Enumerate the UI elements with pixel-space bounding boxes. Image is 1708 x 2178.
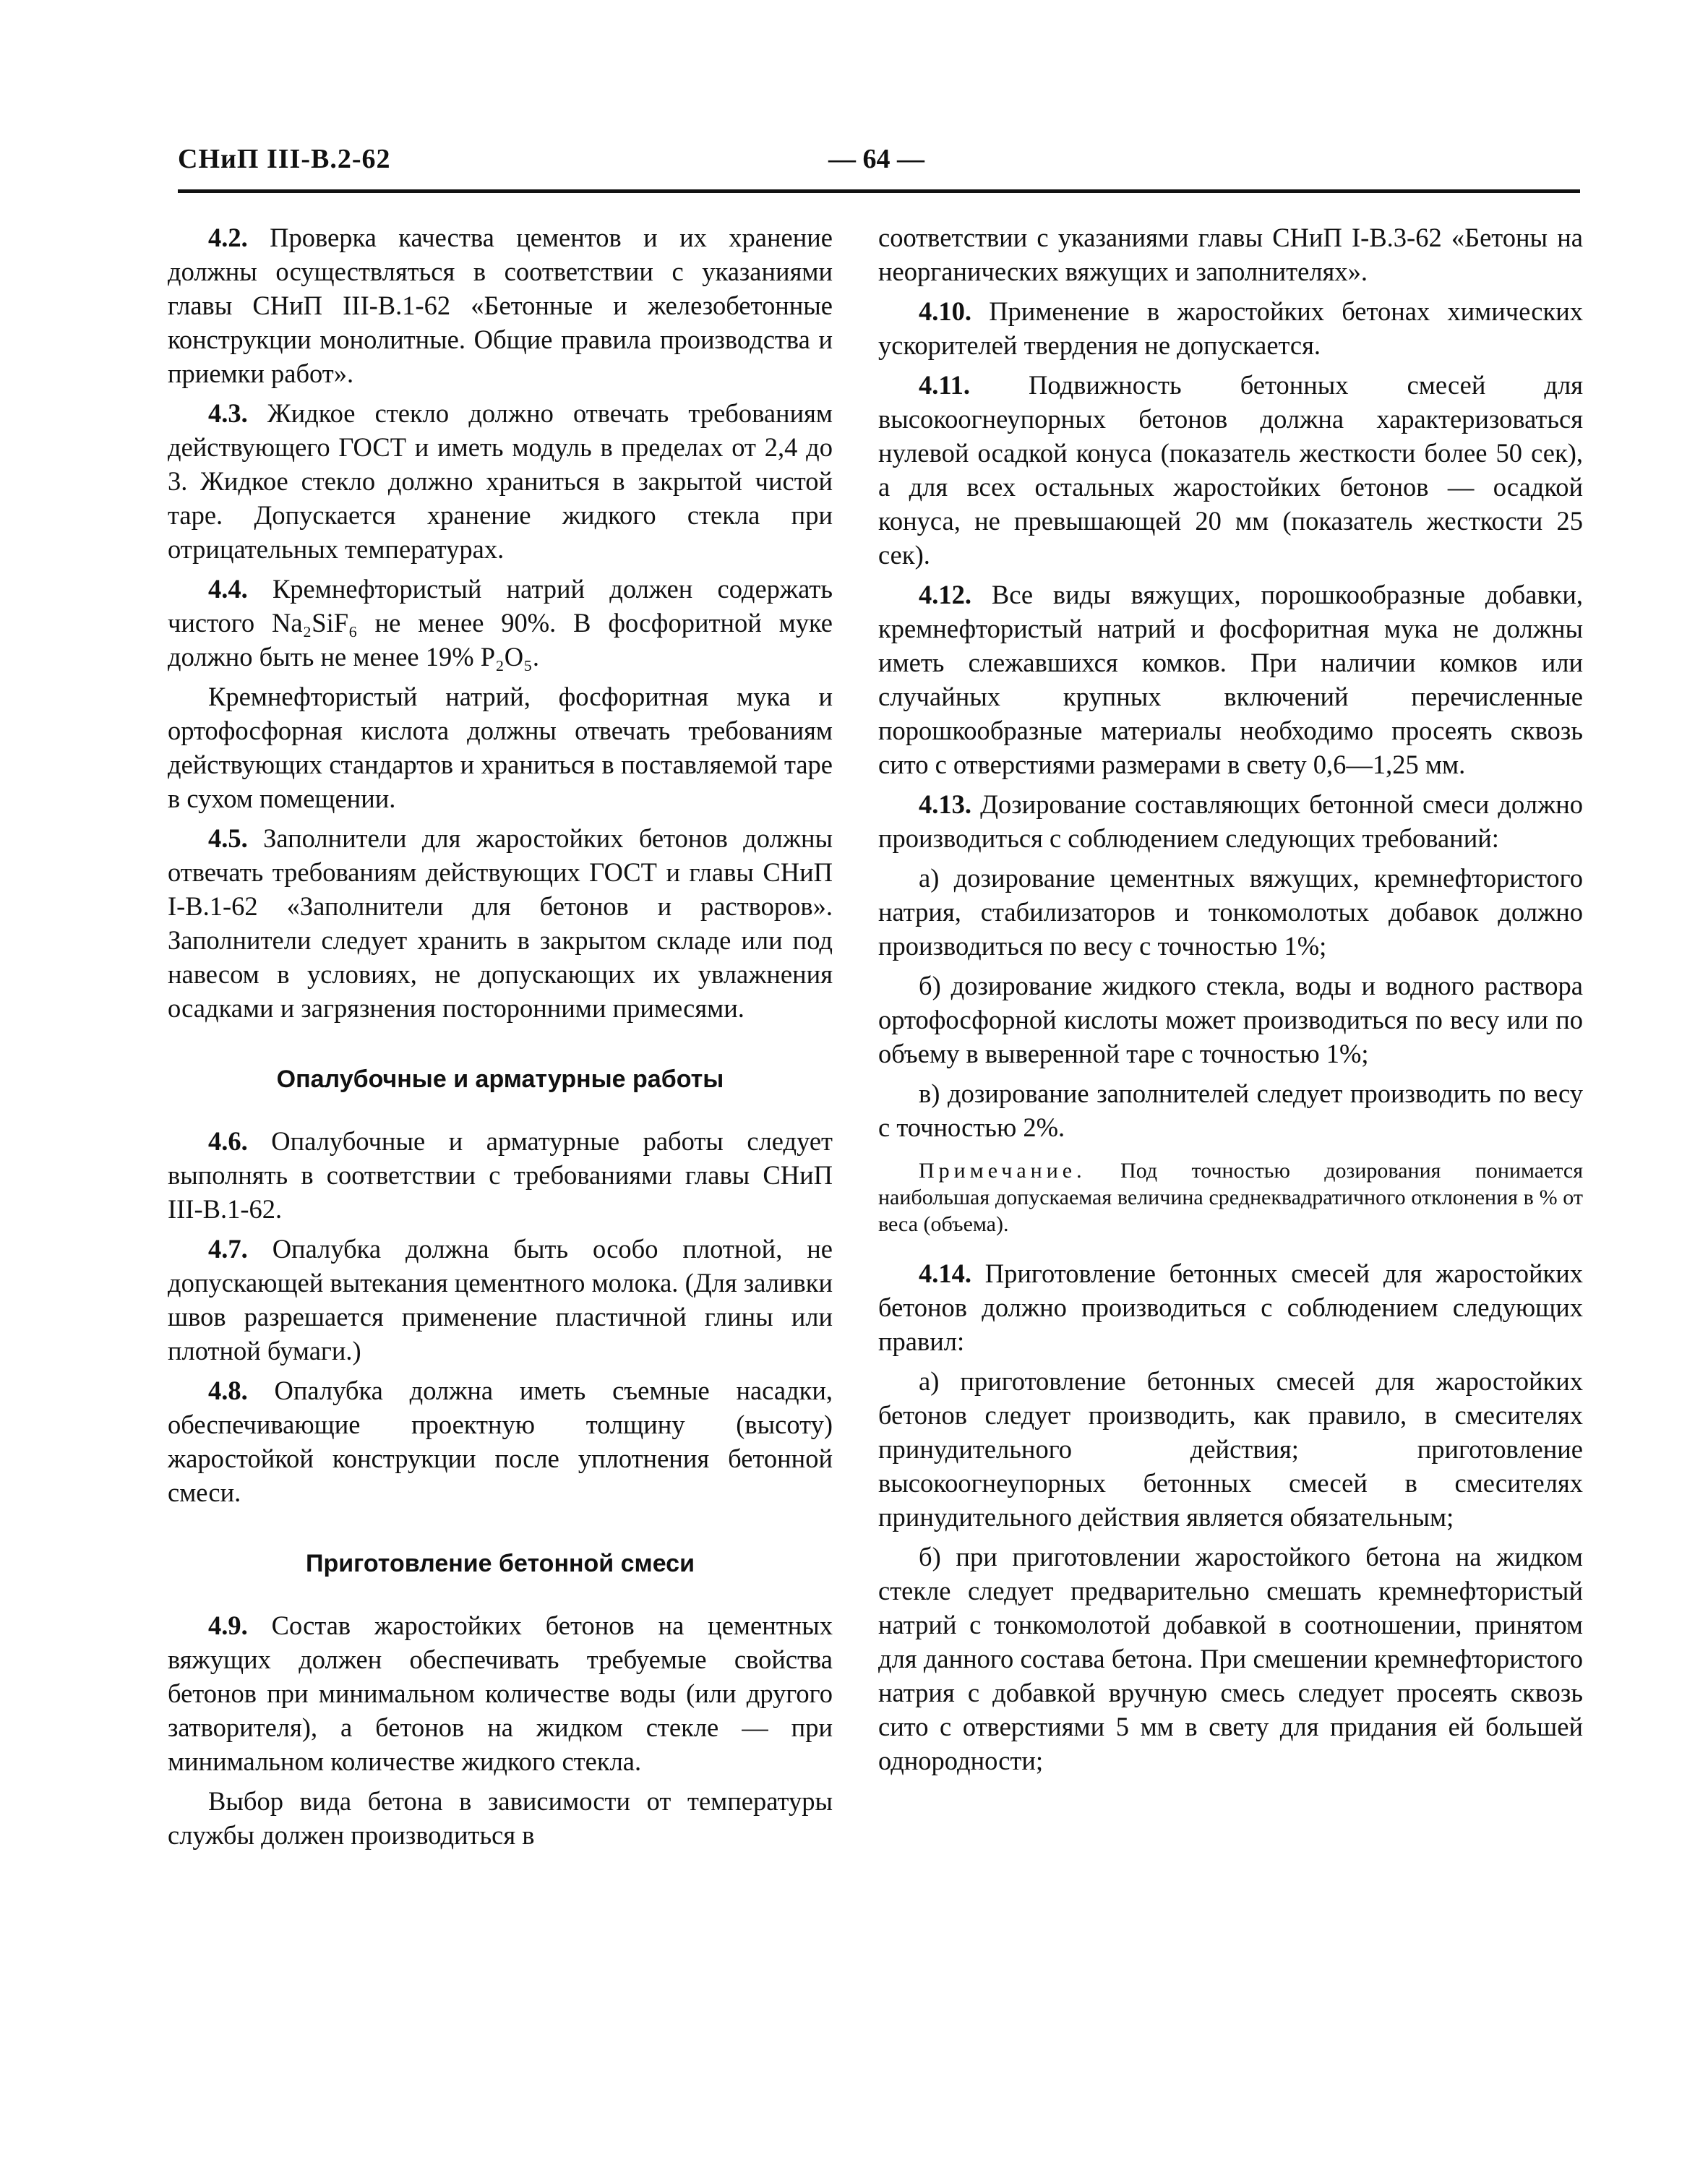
section-heading-formwork: Опалубочные и арматурные работы <box>276 1066 724 1093</box>
paragraph-4-3 <box>168 396 833 566</box>
clause-text: Все виды вяжущих, порошкообразные добавки, кремнефтористый натрий и фосфоритная мука не должны иметь слежавшихся комков. При наличии комков или случайных крупных включений перечисленные порошкообразные материалы необходимо просеять сквозь сито с отверстиями размерами в свету 0,6—1,25 мм. <box>878 580 1584 779</box>
clause-number: 4.8. <box>208 1376 248 1405</box>
clause-text: Дозирование составляющих бетонной смеси должно производиться с соблюдением следующих требований: <box>878 789 1583 853</box>
clause-number: 4.4. <box>208 574 248 604</box>
paragraph-4-4-continued: Кремнефтористый натрий, фосфоритная мука и ортофосфорная кислота должны отвечать требованиям действующих стандартов и храниться в поставляемой таре в сухом помещении. <box>168 682 833 813</box>
list-item-4-14-a: а) приготовление бетонных смесей для жаростойких бетонов следует производить, как правило, в смесителях принудительного действия; приготовление высокоогнеупорных бетонных смесей в смесителях принудительного действия является обязательным; <box>878 1366 1583 1532</box>
document-code: СНиП III-В.2-62 <box>178 144 391 174</box>
paragraph-4-6 <box>168 1124 833 1226</box>
page-header <box>178 143 1580 186</box>
clause-number: 4.6. <box>208 1126 248 1156</box>
paragraph-4-14 <box>878 1256 1583 1358</box>
paragraph-4-10 <box>878 294 1583 362</box>
paragraph-4-9-continued: Выбор вида бетона в зависимости от температуры службы должен производиться в <box>168 1786 833 1850</box>
list-item-4-13-b: б) дозирование жидкого стекла, воды и водного раствора ортофосфорной кислоты может производиться по весу или по объему в выверенной таре с точностью 1%; <box>878 971 1583 1068</box>
paragraph-4-2 <box>168 220 833 390</box>
clause-number: 4.14. <box>919 1259 971 1288</box>
clause-text: Опалубочные и арматурные работы следует выполнять в соответствии с требованиями главы СНиП III-В.1-62. <box>168 1126 833 1224</box>
paragraph-4-13 <box>878 787 1583 855</box>
page-number: — 64 — <box>828 144 924 174</box>
clause-number: 4.5. <box>208 823 248 853</box>
clause-text: Опалубка должна иметь съемные насадки, обеспечивающие проектную толщину (высоту) жаростойкой конструкции после уплотнения бетонной смеси. <box>168 1376 833 1507</box>
paragraph-4-4 <box>168 572 833 674</box>
clause-number: 4.12. <box>919 580 971 609</box>
paragraph-4-9-tail: соответствии с указаниями главы СНиП I-В.3-62 «Бетоны на неорганических вяжущих и заполнителях». <box>878 223 1583 286</box>
clause-number: 4.7. <box>208 1234 248 1264</box>
clause-text: Жидкое стекло должно отвечать требованиям действующего ГОСТ и иметь модуль в пределах от 2,4 до 3. Жидкое стекло должно храниться в закрытой чистой таре. Допускается хранение жидкого стекла при отрицательных температурах. <box>168 398 833 564</box>
footnote <box>878 1157 1583 1238</box>
clause-text: Применение в жаростойких бетонах химических ускорителей твердения не допускается. <box>878 296 1583 360</box>
note-text: Под точностью дозирования понимается наибольшая допускаемая величина среднеквадратичного отклонения в % от веса (объема). <box>878 1159 1584 1236</box>
clause-number: 4.2. <box>208 223 248 252</box>
clause-text: Состав жаростойких бетонов на цементных вяжущих должен обеспечивать требуемые свойства бетонов при минимальном количестве воды (или другого затворителя), а бетонов на жидком стекле — при минимальном количестве жидкого стекла. <box>168 1611 833 1776</box>
paragraph-4-8 <box>168 1373 833 1509</box>
clause-text: Подвижность бетонных смесей для высокоогнеупорных бетонов должна характеризоваться нулевой осадкой конуса (показатель жесткости более 50 сек), а для всех остальных жаростойких бетонов — осадкой конуса, не превышающей 20 мм (показатель жесткости 25 сек). <box>878 370 1583 570</box>
clause-number: 4.3. <box>208 398 248 428</box>
paragraph-4-11 <box>878 368 1583 572</box>
clause-text: Проверка качества цементов и их хранение должны осуществляться в соответствии с указаниями главы СНиП III-В.1-62 «Бетонные и железобетонные конструкции монолитные. Общие правила производства и приемки работ». <box>168 223 833 388</box>
paragraph-4-9 <box>168 1608 833 1778</box>
clause-number: 4.13. <box>919 789 971 819</box>
paragraph-4-12 <box>878 578 1583 781</box>
clause-number: 4.10. <box>919 296 971 326</box>
list-item-4-13-a: а) дозирование цементных вяжущих, кремнефтористого натрия, стабилизаторов и тонкомолотых добавок должно производиться по весу с точностью 1%; <box>878 863 1583 961</box>
paragraph-4-7 <box>168 1232 833 1368</box>
clause-text: Опалубка должна быть особо плотной, не допускающей вытекания цементного молока. (Для заливки швов разрешается применение пластичной глины или плотной бумаги.) <box>168 1234 833 1365</box>
clause-number: 4.9. <box>208 1611 248 1640</box>
clause-number: 4.11. <box>919 370 970 400</box>
right-column <box>878 220 1583 1783</box>
left-column <box>168 220 833 1858</box>
header-rule <box>178 189 1580 193</box>
section-heading-mix: Приготовление бетонной смеси <box>306 1550 695 1577</box>
paragraph-4-5 <box>168 821 833 1025</box>
clause-text: Приготовление бетонных смесей для жаростойких бетонов должно производиться с соблюдением следующих правил: <box>878 1259 1584 1356</box>
list-item-4-13-c: в) дозирование заполнителей следует производить по весу с точностью 2%. <box>878 1079 1583 1142</box>
clause-text: Кремнефтористый натрий должен содержать чистого Na₂SiF₆ не менее 90%. В фосфоритной муке должно быть не менее 19% P₂O₅. <box>168 574 833 672</box>
list-item-4-14-b: б) при приготовлении жаростойкого бетона на жидком стекле следует предварительно смешать кремнефтористый натрий с тонкомолотой добавкой в соотношении, принятом для данного состава бетона. При смешении кремнефтористого натрия с добавкой вручную смесь следует просеять сквозь сито с отверстиями 5 мм в свету для придания ей большей однородности; <box>878 1542 1583 1775</box>
clause-text: Заполнители для жаростойких бетонов должны отвечать требованиям действующих ГОСТ и главы СНиП I-В.1-62 «Заполнители для бетонов и растворов». Заполнители следует хранить в закрытом складе или под навесом в условиях, не допускающих их увлажнения осадками и загрязнения посторонними примесями. <box>168 823 833 1023</box>
note-label: Примечание. <box>919 1159 1086 1183</box>
